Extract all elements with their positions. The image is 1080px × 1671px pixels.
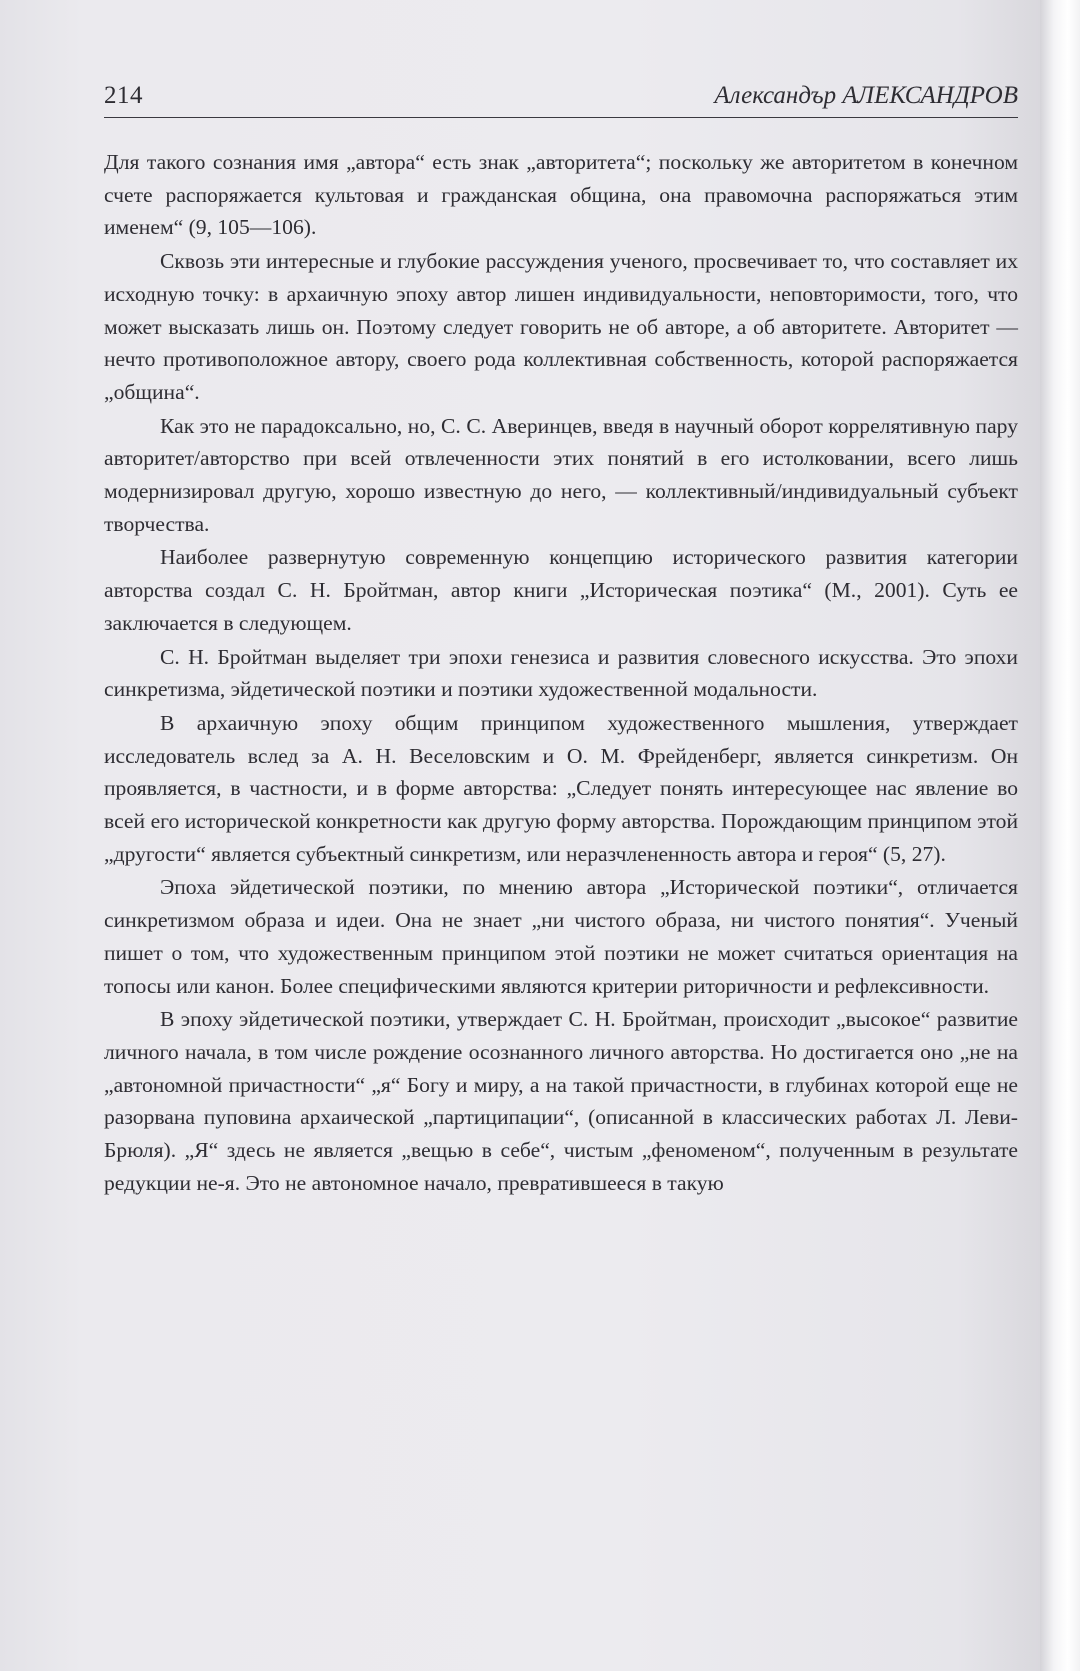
paragraph-1: Для такого сознания имя „автора“ есть знак „авторитета“; поскольку же авторитетом в конечном счете распоряжается культовая и гражданская община, она правомочна распоряжаться этим именем“ (9, 105—106). (104, 150, 1018, 240)
running-title: Александър АЛЕКСАНДРОВ (714, 82, 1018, 109)
page-edge-shadow (1040, 0, 1080, 1671)
page-number: 214 (104, 82, 143, 109)
paragraph-7: Эпоха эйдетической поэтики, по мнению автора „Исторической поэтики“, отличается синкретизмом образа и идеи. Она не знает „ни чистого образа, ни чистого понятия“. Ученый пишет о том, что художественным принципом этой поэтики не может считаться ориентация на топосы или канон. Более специфическими являются критерии риторичности и рефлексивности. (104, 875, 1018, 998)
paragraph-8: В эпоху эйдетической поэтики, утверждает С. Н. Бройтман, происходит „высокое“ развитие личного начала, в том числе рождение осознанного личного авторства. Но достигается оно „не на „автономной причастности“ „я“ Богу и миру, а на такой причастности, в глубинах которой еще не разорвана пуповина архаической „партиципации“, (описанной в классических работах Л. Леви-Брюля). „Я“ здесь не является „вещью в себе“, чистым „феноменом“, полученным в результате редукции не-я. Это не автономное начало, превратившееся в такую (104, 1007, 1018, 1195)
running-head (104, 82, 1018, 116)
paragraph-3: Как это не парадоксально, но, С. С. Аверинцев, введя в научный оборот коррелятивную пару авторитет/авторство при всей отвлеченности этих понятий в его истолковании, всего лишь модернизировал другую, хорошо известную до него, — коллективный/индивидуальный субъект творчества. (104, 413, 1018, 536)
paragraph-5: С. Н. Бройтман выделяет три эпохи генезиса и развития словесного искусства. Это эпохи синкретизма, эйдетической поэтики и поэтики художественной модальности. (104, 644, 1018, 702)
paragraph-2: Сквозь эти интересные и глубокие рассуждения ученого, просвечивает то, что составляет их исходную точку: в архаичную эпоху автор лишен индивидуальности, неповторимости, того, что может высказать лишь он. Поэтому следует говорить не об авторе, а об авторитете. Авторитет — нечто противоположное автору, своего рода коллективная собственность, которой распоряжается „община“. (104, 249, 1018, 404)
body-text (104, 146, 1018, 1200)
paragraph-4: Наиболее развернутую современную концепцию исторического развития категории авторства создал С. Н. Бройтман, автор книги „Историческая поэтика“ (М., 2001). Суть ее заключается в следующем. (104, 545, 1018, 635)
paragraph-6: В архаичную эпоху общим принципом художественного мышления, утверждает исследователь вслед за А. Н. Веселовским и О. М. Фрейденберг, является синкретизм. Он проявляется, в частности, и в форме авторства: „Следует понять интересующее нас явление во всей его исторической конкретности как другую форму авторства. Порождающим принципом этой „другости“ является субъектный синкретизм, или неразчлененность автора и героя“ (5, 27). (104, 710, 1018, 866)
header-rule (104, 117, 1018, 118)
